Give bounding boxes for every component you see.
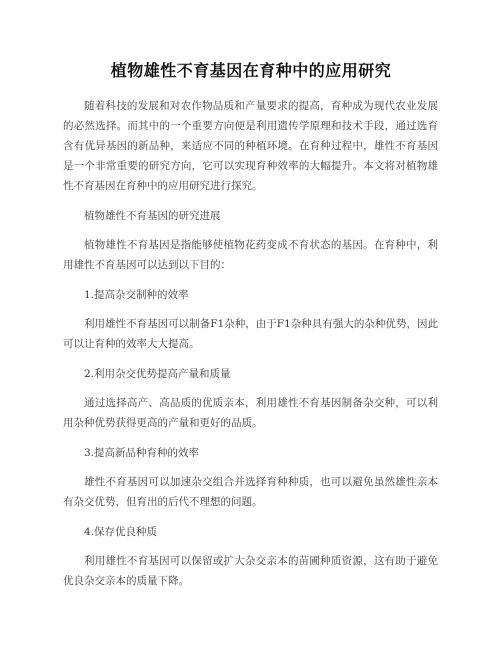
- list-item-text-4: 利用雄性不育基因可以保留或扩大杂交亲本的苗圃种质资源，这有助于避免优良杂交亲本的质量下降。: [63, 555, 438, 587]
- list-item-text-2: 通过选择高产、高品质的优质亲本，利用雄性不育基因制备杂交种，可以利用杂种优势获得更高的产量和更好的品质。: [63, 397, 438, 429]
- list-item-heading-1: 1.提高杂交制种的效率: [84, 289, 189, 301]
- body-paragraph: 植物雄性不育基因是指能够使植物花药变成不育状态的基因。在育种中，利用雄性不育基因可以达到以下目的：: [63, 239, 438, 271]
- section-heading: 植物雄性不育基因的研究进展: [84, 210, 221, 222]
- list-item-text-3: 雄性不育基因可以加速杂交组合并选择育种种质，也可以避免虽然雄性亲本有杂交优势，但育出的后代不理想的问题。: [63, 476, 438, 508]
- list-item-text-1: 利用雄性不育基因可以制备F1杂种，由于F1杂种具有强大的杂种优势，因此可以让育种的效率大大提高。: [63, 318, 438, 350]
- intro-paragraph: 随着科技的发展和对农作物品质和产量要求的提高，育种成为现代农业发展的必然选择。而其中的一个重要方向便是利用遗传学原理和技术手段，通过选育含有优异基因的新品种，来适应不同的种植环境。在育种过程中，雄性不育基因是一个非常重要的研究方向，它可以实现育种效率的大幅提升。本文将对植物雄性不育基因在育种中的应用研究进行探究。: [63, 100, 438, 192]
- document-title: 植物雄性不育基因在育种中的应用研究: [110, 61, 392, 80]
- list-item-heading-4: 4.保存优良种质: [84, 526, 158, 538]
- list-item-heading-2: 2.利用杂交优势提高产量和质量: [84, 368, 231, 380]
- document-body: [63, 96, 438, 601]
- list-item-heading-3: 3.提高新品种育种的效率: [84, 447, 200, 459]
